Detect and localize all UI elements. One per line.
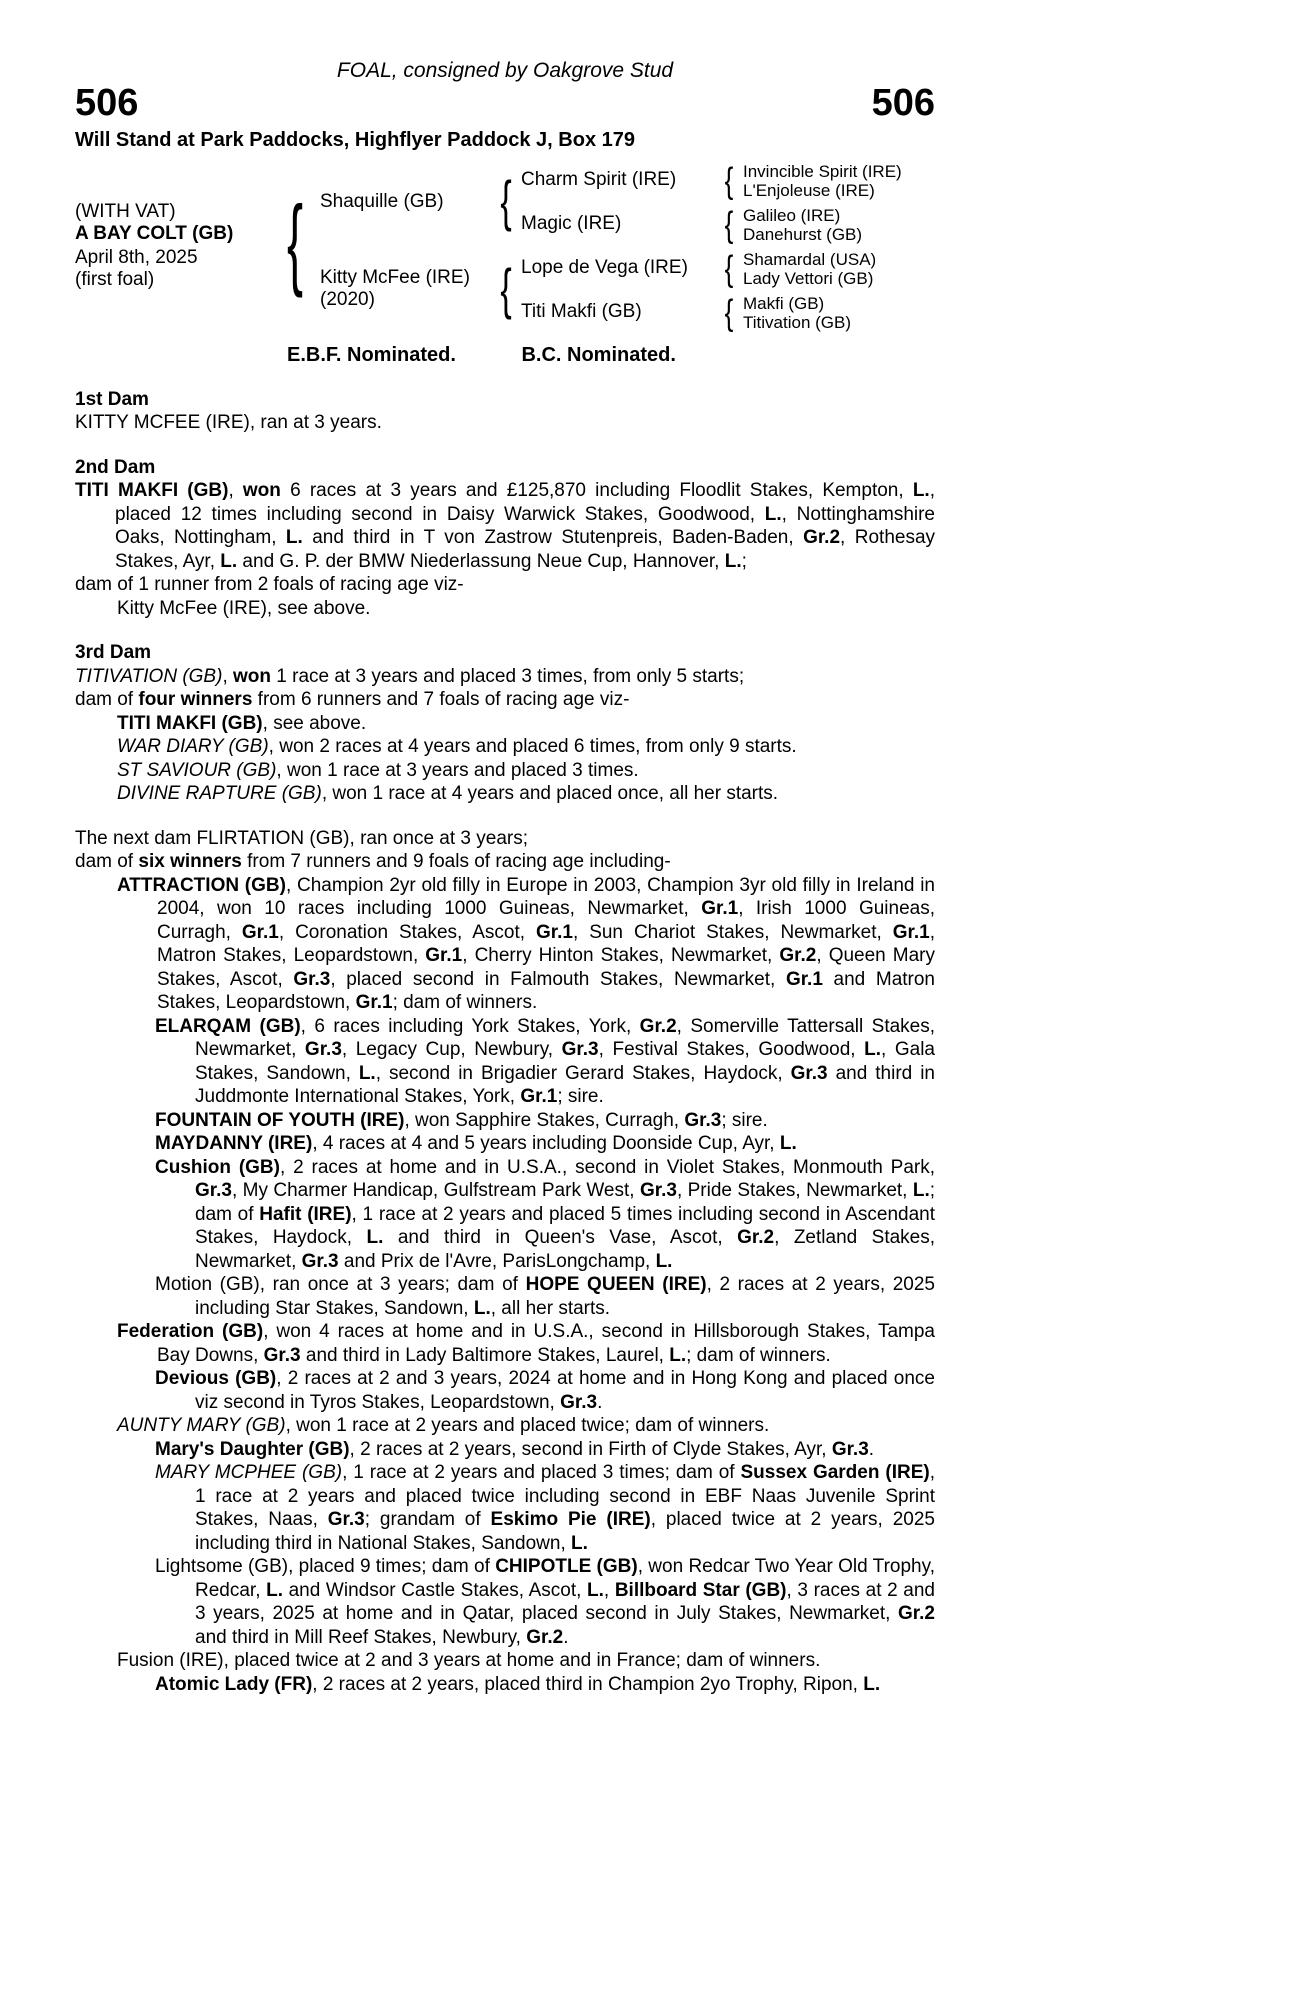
text-segment: Gr.2 xyxy=(898,1603,935,1625)
sire-sire-name: Charm Spirit (IRE) xyxy=(521,168,677,190)
text-segment: from 6 runners and 7 foals of racing age viz- xyxy=(252,689,630,711)
text-segment: Gr.3 xyxy=(301,1250,339,1272)
sire-name: Shaquille (GB) xyxy=(320,190,444,212)
ancestor-name: Danehurst (GB) xyxy=(743,224,863,244)
ancestor-name: Makfi (GB) xyxy=(743,293,825,313)
text-segment: Gr.2 xyxy=(737,1227,775,1249)
text-segment: won xyxy=(233,665,271,687)
text-segment: ST SAVIOUR (GB) xyxy=(117,759,277,781)
text-segment: Gr.3 xyxy=(561,1039,599,1061)
pedigree-brace-icon: { xyxy=(724,202,734,245)
text-segment: , 1 race at 2 years and placed 3 times; dam of xyxy=(342,1462,741,1484)
text-segment: WAR DIARY (GB) xyxy=(117,736,269,758)
text-segment: , 2 races at home and in U.S.A., second in Violet Stakes, Monmouth Park, xyxy=(280,1156,935,1178)
catalogue-paragraph xyxy=(75,1273,935,1320)
text-segment: , Pride Stakes, Newmarket, xyxy=(676,1180,913,1202)
catalogue-paragraph xyxy=(75,850,935,874)
catalogue-paragraph xyxy=(75,1461,935,1555)
sire-dam-name: Magic (IRE) xyxy=(521,212,622,234)
text-segment: Gr.1 xyxy=(701,898,739,920)
catalogue-paragraph xyxy=(75,827,935,851)
text-segment: L. xyxy=(220,550,238,572)
text-segment: and Windsor Castle Stakes, Ascot, xyxy=(282,1579,588,1601)
text-segment: Gr.1 xyxy=(355,992,393,1014)
text-segment: , second in Brigadier Gerard Stakes, Haydock, xyxy=(375,1062,791,1084)
catalogue-paragraph xyxy=(75,1414,935,1438)
ancestor-name: Lady Vettori (GB) xyxy=(743,268,874,288)
text-segment: Gr.3 xyxy=(195,1180,232,1202)
text-segment: ; dam of winners. xyxy=(686,1344,831,1366)
text-segment: Cushion (GB) xyxy=(155,1156,280,1178)
catalogue-paragraph xyxy=(75,874,935,1015)
text-segment: , Sun Chariot Stakes, Newmarket, xyxy=(572,921,893,943)
text-segment: L. xyxy=(285,527,303,549)
text-segment: Gr.3 xyxy=(560,1391,598,1413)
text-segment: ; grandam of xyxy=(364,1509,491,1531)
pedigree-brace-icon: { xyxy=(500,258,512,322)
catalogue-body xyxy=(75,388,935,1697)
ancestor-name: L'Enjoleuse (IRE) xyxy=(743,180,875,200)
text-segment: Gr.2 xyxy=(803,527,841,549)
text-segment: , Nottinghamshire Oaks, Nottingham, xyxy=(115,503,936,549)
catalogue-paragraph xyxy=(75,1132,935,1156)
text-segment: L. xyxy=(358,1062,376,1084)
text-segment: TITI MAKFI (GB) xyxy=(75,480,229,502)
text-segment: Mary's Daughter (GB) xyxy=(155,1438,350,1460)
catalogue-paragraph xyxy=(75,597,935,621)
text-segment: Gr.3 xyxy=(639,1180,677,1202)
text-segment: and third in T von Zastrow Stutenpreis, Baden-Baden, xyxy=(302,527,804,549)
pedigree-brace-icon: { xyxy=(724,158,734,201)
text-segment: ; dam of winners. xyxy=(392,992,538,1014)
text-segment: Gr.3 xyxy=(293,968,331,990)
text-segment: dam of 1 runner from 2 foals of racing age viz- xyxy=(75,574,464,596)
text-segment: , all her starts. xyxy=(490,1297,611,1319)
text-segment: , Legacy Cup, Newbury, xyxy=(341,1039,562,1061)
text-segment: L. xyxy=(366,1227,384,1249)
text-segment: Devious (GB) xyxy=(155,1368,277,1390)
text-segment: L. xyxy=(571,1532,588,1554)
text-segment: Fusion (IRE), placed twice at 2 and 3 years at home and in France; dam of winners. xyxy=(117,1650,821,1672)
bc-nomination: B.C. Nominated. xyxy=(521,343,676,366)
catalogue-paragraph xyxy=(75,411,935,435)
text-segment: and third in Juddmonte International Stakes, York, xyxy=(195,1062,935,1108)
text-segment: , won Redcar Two Year Old Trophy, Redcar, xyxy=(195,1556,935,1601)
pedigree-brace-icon: { xyxy=(724,290,734,333)
text-segment: , 6 races including York Stakes, York, xyxy=(300,1015,640,1037)
pedigree-brace-icon: { xyxy=(724,246,734,289)
lot-number-left: 506 xyxy=(75,82,139,124)
text-segment: , Cherry Hinton Stakes, Newmarket, xyxy=(462,945,780,967)
text-segment: , placed twice at 2 years, 2025 including third in National Stakes, Sandown, xyxy=(195,1509,935,1554)
section-heading: 1st Dam xyxy=(75,388,149,410)
foal-note: (first foal) xyxy=(75,268,155,290)
foal-date: April 8th, 2025 xyxy=(75,246,198,268)
text-segment: six winners xyxy=(138,851,242,873)
text-segment: . xyxy=(868,1438,875,1460)
text-segment: Gr.1 xyxy=(892,921,930,943)
pedigree-brace-icon: { xyxy=(500,170,512,234)
dam-year: (2020) xyxy=(320,288,375,310)
text-segment: four winners xyxy=(138,689,253,711)
text-segment: , won 1 race at 4 years and placed once, all her starts. xyxy=(321,783,779,805)
dam-dam-name: Titi Makfi (GB) xyxy=(521,300,642,322)
catalogue-page xyxy=(75,0,935,1696)
ancestor-name: Shamardal (USA) xyxy=(743,249,877,269)
catalogue-paragraph xyxy=(75,1109,935,1133)
text-segment: . xyxy=(597,1391,603,1413)
text-segment: and G. P. der BMW Niederlassung Neue Cup, Hannover, xyxy=(237,550,725,572)
text-segment: , won 2 races at 4 years and placed 6 times, from only 9 starts. xyxy=(268,736,797,758)
text-segment: ELARQAM (GB) xyxy=(155,1015,301,1037)
catalogue-paragraph xyxy=(75,573,935,597)
text-segment: , won 4 races at home and in U.S.A., second in Hillsborough Stakes, Tampa Bay Downs, xyxy=(157,1321,935,1366)
text-segment: Federation (GB) xyxy=(117,1321,264,1343)
catalogue-paragraph xyxy=(75,1555,935,1649)
catalogue-paragraph xyxy=(75,735,935,759)
text-segment: , 2 races at 2 and 3 years, 2024 at home and in Hong Kong and placed once viz second in Tyros Stakes, Leopardstown, xyxy=(195,1368,935,1413)
text-segment: and third in Lady Baltimore Stakes, Laurel, xyxy=(300,1344,670,1366)
section-heading: 3rd Dam xyxy=(75,642,152,664)
text-segment: ; dam of xyxy=(195,1180,936,1225)
text-segment: AUNTY MARY (GB) xyxy=(117,1415,286,1437)
catalogue-paragraph xyxy=(75,759,935,783)
text-segment: CHIPOTLE (GB) xyxy=(495,1556,638,1578)
text-segment: , won 1 race at 3 years and placed 3 times. xyxy=(276,759,639,781)
text-segment: MAYDANNY (IRE) xyxy=(155,1133,313,1155)
text-segment: HOPE QUEEN (IRE) xyxy=(525,1274,707,1296)
pedigree-section xyxy=(75,827,935,1697)
text-segment: , Festival Stakes, Goodwood, xyxy=(598,1039,865,1061)
text-segment: Gr.3 xyxy=(327,1509,365,1531)
text-segment: , placed second in Falmouth Stakes, Newmarket, xyxy=(330,968,786,990)
text-segment: and Matron Stakes, Leopardstown, xyxy=(157,968,935,1014)
text-segment: , 2 races at 2 years, placed third in Champion 2yo Trophy, Ripon, xyxy=(312,1673,864,1695)
text-segment: Motion (GB), ran once at 3 years; dam of xyxy=(155,1274,526,1296)
text-segment: Gr.1 xyxy=(241,921,279,943)
catalogue-paragraph xyxy=(75,1649,935,1673)
text-segment: L. xyxy=(587,1579,604,1601)
text-segment: , Rothesay Stakes, Ayr, xyxy=(115,527,936,572)
text-segment: , xyxy=(222,665,233,687)
text-segment: Gr.3 xyxy=(304,1039,342,1061)
text-segment: Gr.2 xyxy=(526,1626,564,1648)
text-segment: ATTRACTION (GB) xyxy=(117,874,286,896)
text-segment: , 2 races at 2 years, 2025 including Star Stakes, Sandown, xyxy=(195,1274,936,1319)
text-segment: , see above. xyxy=(262,712,367,734)
text-segment: L. xyxy=(655,1250,673,1272)
ancestor-name: Invincible Spirit (IRE) xyxy=(743,161,902,181)
text-segment: L. xyxy=(473,1297,491,1319)
consignor-line: FOAL, consigned by Oakgrove Stud xyxy=(336,59,674,82)
dam-sire-name: Lope de Vega (IRE) xyxy=(521,256,688,278)
text-segment: The next dam FLIRTATION (GB), ran once at 3 years; xyxy=(75,827,528,849)
ancestor-name: Titivation (GB) xyxy=(743,312,852,332)
text-segment: dam of xyxy=(75,851,139,873)
text-segment: ; sire. xyxy=(721,1109,768,1131)
text-segment: , won 1 race at 2 years and placed twice; dam of winners. xyxy=(285,1415,770,1437)
lot-number-right: 506 xyxy=(871,82,935,124)
text-segment: , won Sapphire Stakes, Curragh, xyxy=(404,1109,685,1131)
catalogue-paragraph xyxy=(75,1320,935,1367)
text-segment: and third in Mill Reef Stakes, Newbury, xyxy=(195,1626,527,1648)
text-segment: and third in Queen's Vase, Ascot, xyxy=(383,1227,738,1249)
section-heading: 2nd Dam xyxy=(75,456,156,478)
text-segment: , Irish 1000 Guineas, Curragh, xyxy=(157,898,935,943)
text-segment: L. xyxy=(669,1344,687,1366)
text-segment: , Gala Stakes, Sandown, xyxy=(195,1039,935,1084)
text-segment: won xyxy=(242,480,281,502)
pedigree-table xyxy=(75,154,935,338)
text-segment: Hafit (IRE) xyxy=(259,1203,352,1225)
text-segment: , Coronation Stakes, Ascot, xyxy=(278,921,536,943)
text-segment: , Zetland Stakes, Newmarket, xyxy=(195,1227,936,1272)
text-segment: , Champion 2yr old filly in Europe in 2003, Champion 3yr old filly in Ireland in 2004, won 10 races including 1000 Guineas, Newmarket, xyxy=(157,874,935,920)
text-segment: MARY MCPHEE (GB) xyxy=(155,1462,343,1484)
text-segment: dam of xyxy=(75,689,139,711)
text-segment: KITTY MCFEE (IRE), ran at 3 years. xyxy=(75,412,382,434)
text-segment: Gr.1 xyxy=(520,1086,558,1108)
text-segment: , Queen Mary Stakes, Ascot, xyxy=(157,945,936,990)
text-segment: Gr.2 xyxy=(639,1015,677,1037)
catalogue-paragraph xyxy=(75,688,935,712)
text-segment: and Prix de l'Avre, ParisLongchamp, xyxy=(338,1250,656,1272)
ebf-nomination: E.B.F. Nominated. xyxy=(287,343,456,366)
text-segment: . xyxy=(563,1626,569,1648)
pedigree-section xyxy=(75,388,935,435)
text-segment: L. xyxy=(724,550,742,572)
text-segment: 6 races at 3 years and £125,870 including Floodlit Stakes, Kempton, xyxy=(280,480,913,502)
text-segment: , 2 races at 2 years, second in Firth of Clyde Stakes, Ayr, xyxy=(349,1438,832,1460)
vat-note: (WITH VAT) xyxy=(75,200,176,222)
text-segment: Gr.1 xyxy=(535,921,573,943)
text-segment: Kitty McFee (IRE), see above. xyxy=(117,597,371,619)
text-segment: , Matron Stakes, Leopardstown, xyxy=(157,921,936,967)
text-segment: Eskimo Pie (IRE) xyxy=(490,1509,651,1531)
text-segment: 1 race at 3 years and placed 3 times, from only 5 starts; xyxy=(271,665,745,687)
pedigree-section xyxy=(75,456,935,621)
text-segment: L. xyxy=(779,1133,797,1155)
text-segment: FOUNTAIN OF YOUTH (IRE) xyxy=(155,1109,405,1131)
catalogue-paragraph xyxy=(75,782,935,806)
text-segment: L. xyxy=(764,503,782,525)
ancestor-name: Galileo (IRE) xyxy=(743,205,841,225)
catalogue-paragraph xyxy=(75,1015,935,1109)
text-segment: , 3 races at 2 and 3 years, 2025 at home and in Qatar, placed second in July Stakes, Newmarket, xyxy=(195,1579,935,1625)
text-segment: Lightsome (GB), placed 9 times; dam of xyxy=(155,1556,496,1578)
catalogue-paragraph xyxy=(75,479,935,573)
text-segment: Gr.3 xyxy=(684,1109,722,1131)
text-segment: , Somerville Tattersall Stakes, Newmarket, xyxy=(195,1015,936,1061)
text-segment: from 7 runners and 9 foals of racing age including- xyxy=(241,851,671,873)
lot-number-row xyxy=(75,84,935,124)
text-segment: Sussex Garden (IRE) xyxy=(740,1462,930,1484)
text-segment: ; sire. xyxy=(557,1086,604,1108)
catalogue-paragraph xyxy=(75,1673,935,1697)
text-segment: L. xyxy=(912,1180,930,1202)
pedigree-brace-icon: { xyxy=(286,188,304,300)
text-segment: Gr.1 xyxy=(785,968,823,990)
text-segment: , placed 12 times including second in Daisy Warwick Stakes, Goodwood, xyxy=(115,480,935,525)
text-segment: L. xyxy=(864,1039,882,1061)
text-segment: ; xyxy=(741,550,747,572)
nominations-line xyxy=(75,344,935,367)
dam-name: Kitty McFee (IRE) xyxy=(320,266,470,288)
text-segment: Billboard Star (GB) xyxy=(614,1579,787,1601)
pedigree-section xyxy=(75,641,935,806)
text-segment: Gr.2 xyxy=(779,945,817,967)
text-segment: , 1 race at 2 years and placed twice including second in EBF Naas Juvenile Sprint Stakes, Naas, xyxy=(195,1462,935,1531)
text-segment: Gr.3 xyxy=(790,1062,828,1084)
text-segment: Atomic Lady (FR) xyxy=(155,1673,313,1695)
catalogue-paragraph xyxy=(75,1438,935,1462)
catalogue-paragraph xyxy=(75,665,935,689)
text-segment: DIVINE RAPTURE (GB) xyxy=(117,783,322,805)
text-segment: , xyxy=(228,480,243,502)
text-segment: L. xyxy=(912,480,930,502)
text-segment: Gr.3 xyxy=(263,1344,301,1366)
horse-name: A BAY COLT (GB) xyxy=(75,222,234,244)
text-segment: TITIVATION (GB) xyxy=(75,665,223,687)
text-segment: , 1 race at 2 years and placed 5 times including second in Ascendant Stakes, Haydock, xyxy=(195,1203,936,1249)
catalogue-paragraph xyxy=(75,712,935,736)
text-segment: L. xyxy=(863,1673,881,1695)
text-segment: Gr.1 xyxy=(425,945,463,967)
text-segment: , 4 races at 4 and 5 years including Doonside Cup, Ayr, xyxy=(312,1133,780,1155)
text-segment: L. xyxy=(266,1579,283,1601)
stand-location-line: Will Stand at Park Paddocks, Highflyer Paddock J, Box 179 xyxy=(75,128,635,151)
text-segment: , My Charmer Handicap, Gulfstream Park West, xyxy=(231,1180,640,1202)
catalogue-paragraph xyxy=(75,1156,935,1274)
catalogue-paragraph xyxy=(75,1367,935,1414)
text-segment: Gr.3 xyxy=(831,1438,869,1460)
text-segment: , xyxy=(603,1579,615,1601)
text-segment: TITI MAKFI (GB) xyxy=(117,712,263,734)
